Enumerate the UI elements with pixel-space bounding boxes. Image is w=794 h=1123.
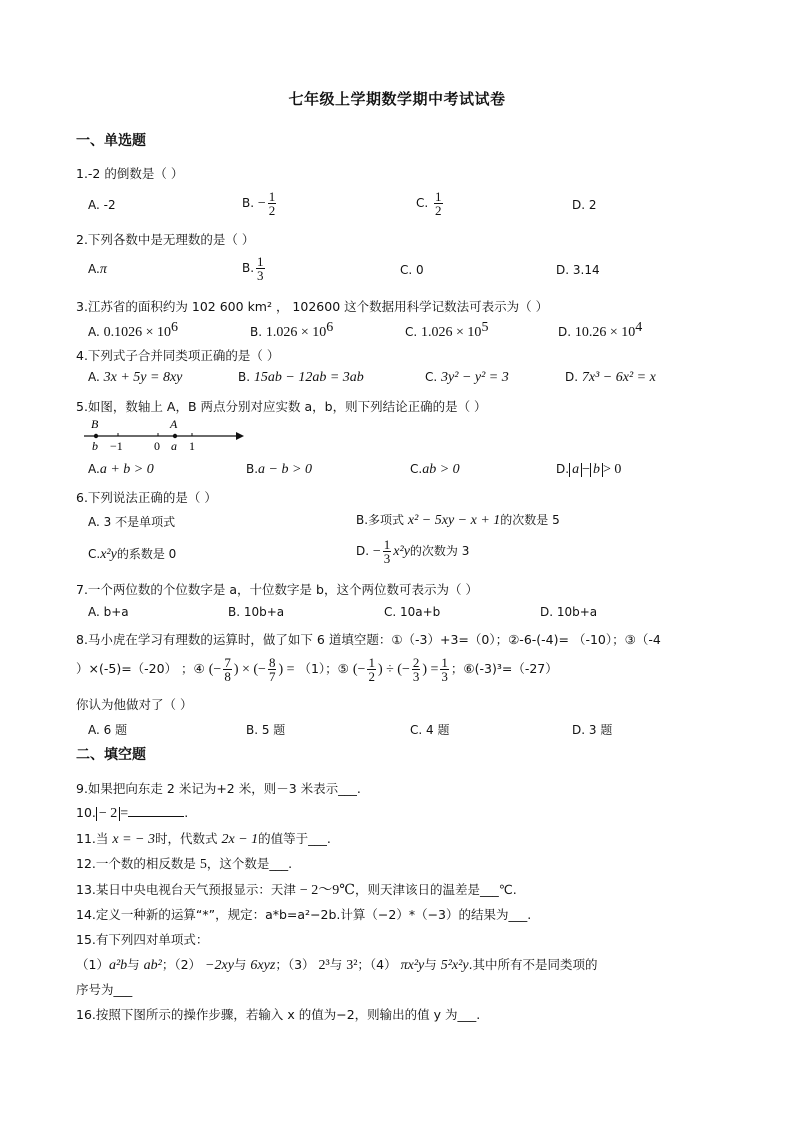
label-B: B: [91, 417, 99, 431]
q7-option-c: C. 10a+b: [384, 605, 441, 619]
q4-option-a: A. 3x + 5y = 8xy: [88, 370, 183, 385]
question-15-stem: 15.有下列四对单项式：: [76, 932, 209, 947]
fraction: $\frac{1}{2}$: [435, 189, 442, 218]
q1-option-c: C. $\frac{1}{2}$: [416, 189, 442, 218]
q8-option-d: D. 3 题: [572, 723, 613, 737]
point-b: [94, 434, 98, 438]
question-2-stem: 2.下列各数中是无理数的是（ ）: [76, 232, 255, 247]
fraction: $\frac{1}{3}$: [257, 254, 264, 283]
q7-option-b: B. 10b+a: [228, 605, 285, 619]
question-10: 10. − 2 = .: [76, 805, 189, 821]
fraction: $\frac{1}{3}$: [441, 655, 448, 684]
q7-option-a: A. b+a: [88, 605, 129, 619]
question-1-stem: 1.-2 的倒数是（ ）: [76, 166, 184, 181]
q3-option-a: A. $0.1026 \times 10^6$: [88, 320, 179, 340]
question-15-line-3: 序号为___: [76, 982, 133, 997]
fraction: $\frac{8}{7}$: [268, 655, 276, 684]
question-14: 14.定义一种新的运算“*”，规定：a*b=a²−2b.计算（−2）*（−3）的结果为___.: [76, 907, 532, 922]
fraction: $\frac{1}{2}$: [368, 655, 375, 684]
label-a: a: [171, 439, 177, 453]
q7-option-d: D. 10b+a: [540, 605, 598, 619]
q8-option-a: A. 6 题: [88, 723, 128, 737]
q3-option-b: B. $1.026 \times 10^6$: [250, 320, 334, 340]
q4-option-d: D. 7x³ − 6x² = x: [565, 370, 656, 385]
label-zero: 0: [154, 439, 160, 453]
q5-option-a: A.a + b > 0: [88, 462, 154, 477]
section-single-choice: 一、单选题: [76, 133, 146, 149]
question-16: 16.按照下图所示的操作步骤，若输入 x 的值为−2，则输出的值 y 为___.: [76, 1007, 481, 1022]
label-b: b: [92, 439, 98, 453]
question-11: 11.当 x = − 3时，代数式 2x − 1的值等于___.: [76, 831, 331, 847]
question-13: 13.某日中央电视台天气预报显示：天津 − 2～9℃，则天津该日的温差是___℃.: [76, 882, 517, 898]
page-title: 七年级上学期数学期中考试试卷: [288, 90, 506, 108]
fraction: $\frac{2}{3}$: [412, 655, 420, 684]
q1-option-b: B. − $\frac{1}{2}$: [242, 189, 276, 218]
question-8-line-3: 你认为他做对了（ ）: [76, 697, 193, 712]
question-6-stem: 6.下列说法正确的是（ ）: [76, 490, 217, 505]
fraction: $\frac{1}{2}$: [268, 189, 276, 218]
q4-option-b: B. 15ab − 12ab = 3ab: [238, 370, 364, 385]
fraction: $\frac{7}{8}$: [224, 655, 231, 684]
q6-option-d: D. − $\frac{1}{3}$ x²y的次数为 3: [356, 537, 470, 566]
question-4-stem: 4.下列式子合并同类项正确的是（ ）: [76, 348, 280, 363]
q6-option-c: C.x²y的系数是 0: [88, 547, 177, 562]
question-12: 12.一个数的相反数是 5，这个数是___.: [76, 856, 293, 872]
q5-option-b: B.a − b > 0: [246, 462, 312, 477]
label-A: A: [170, 417, 178, 431]
label-neg1: −1: [110, 439, 123, 453]
q8-option-b: B. 5 题: [246, 723, 286, 737]
q6-option-a: A. 3 不是单项式: [88, 515, 176, 529]
q3-option-d: D. $10.26 \times 10^4$: [558, 320, 643, 340]
q2-option-d: D. 3.14: [556, 263, 600, 277]
fraction: $\frac{1}{3}$: [383, 537, 391, 566]
q5-option-d: D. a − b > 0: [556, 462, 622, 477]
number-line-figure: [80, 416, 244, 456]
q3-option-c: C. $1.026 \times 10^5$: [405, 320, 489, 340]
question-5-stem: 5.如图，数轴上 A，B 两点分别对应实数 a，b，则下列结论正确的是（ ）: [76, 399, 487, 414]
q2-option-b: B. $\frac{1}{3}$: [242, 254, 264, 283]
q1-option-d: D. 2: [572, 198, 597, 212]
axis-arrow-icon: [236, 432, 244, 440]
question-3-stem: 3.江苏省的面积约为 102 600 km² ， 102600 这个数据用科学记数法可表示为（ ）: [76, 299, 549, 314]
q2-option-c: C. 0: [400, 263, 424, 277]
question-8-line-1: 8.马小虎在学习有理数的运算时，做了如下 6 道填空题：①（-3）+3=（0）；②-6-(-4)= （-10）；③（-4: [76, 632, 661, 647]
point-a: [173, 434, 177, 438]
q2-option-a: A.π: [88, 262, 107, 277]
q8-option-c: C. 4 题: [410, 723, 450, 737]
question-8-line-2: ）×(-5)=（-20） ；④ (− $\frac{7}{8}$ ) × (− $\frac{8}{7}$ ) = （1）；⑤ (− $\frac{1}{2}$ ) ÷ (− $\frac{2}{3}$ ) = $\frac{1}{3}$ ；⑥(-3)³=（-27）: [76, 655, 558, 684]
question-15-pairs: （1）a²b与 ab²；（2） −2xy与 6xyz；（3） 2³与 3²；（4） πx²y与 5²x²y.其中所有不是同类项的: [76, 957, 598, 973]
q1-option-a: A. -2: [88, 198, 116, 212]
q6-option-b: B.多项式 x² − 5xy − x + 1的次数是 5: [356, 513, 560, 528]
question-9: 9.如果把向东走 2 米记为+2 米，则－3 米表示___.: [76, 781, 361, 796]
question-7-stem: 7.一个两位数的个位数字是 a，十位数字是 b，这个两位数可表示为（ ）: [76, 582, 478, 597]
q4-option-c: C. 3y² − y² = 3: [425, 370, 509, 385]
label-one: 1: [189, 439, 195, 453]
q5-option-c: C.ab > 0: [410, 462, 460, 477]
section-fill-blank: 二、填空题: [76, 747, 146, 763]
